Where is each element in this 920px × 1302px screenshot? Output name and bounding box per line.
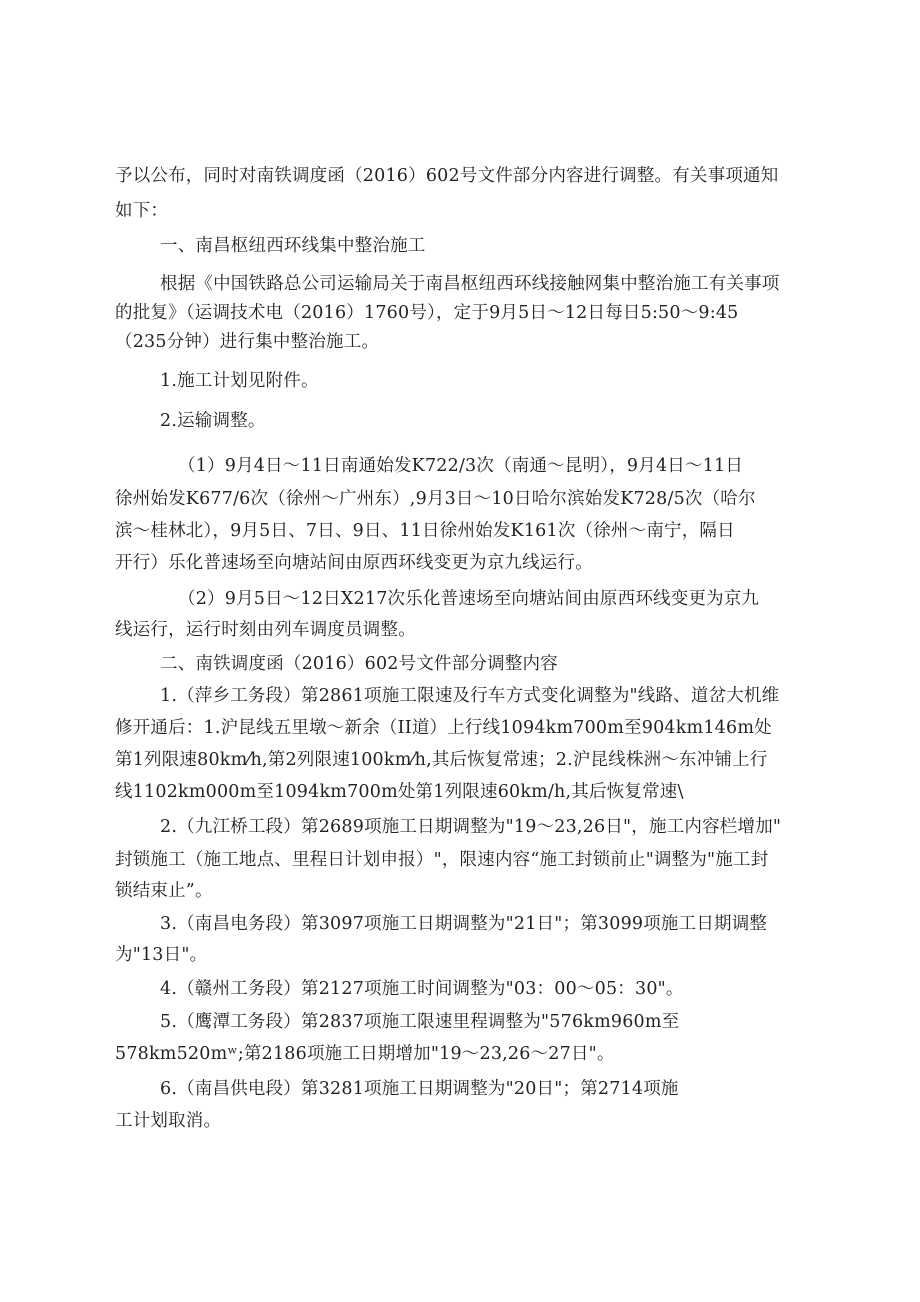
text-line: 根据《中国铁路总公司运输局关于南昌枢纽西环线接触网集中整治施工有关事项: [160, 274, 780, 294]
text-line: （235分钟）进行集中整治施工。: [115, 332, 380, 352]
text-line: 578km520mʷ;第2186项施工日期增加"19～23,26～27日"。: [115, 1044, 615, 1064]
text-line: 徐州始发K677/6次（徐州〜广州东）,9月3日〜10日哈尔滨始发K728/5次（哈尔: [115, 489, 756, 509]
text-line: 予以公布，同时对南铁调度函（2016）602号文件部分内容进行调整。有关事项通知: [115, 166, 779, 186]
text-line: （2）9月5日〜12日X217次乐化普速场至向塘站间由原西环线变更为京九: [178, 589, 760, 609]
text-line: 2.运输调整。: [160, 411, 266, 431]
text-line: 滨〜桂林北），9月5日、7日、9日、11日徐州始发K161次（徐州〜南宁，隔日: [115, 521, 735, 541]
text-line: 5.（鹰潭工务段）第2837项施工限速里程调整为"576km960m至: [160, 1012, 680, 1032]
text-line: 6.（南昌供电段）第3281项施工日期调整为"20日"；第2714项施: [160, 1079, 679, 1099]
text-line: 修开通后：1.沪昆线五里墩〜新余（II道）上行线1094km700m至904km146m处: [115, 718, 772, 738]
text-line: 1.施工计划见附件。: [160, 371, 319, 391]
text-line: 为"13日"。: [115, 945, 208, 965]
text-line: 的批复》（运调技术电（2016）1760号），定于9月5日〜12日每日5:50～9:45: [115, 303, 739, 323]
section-heading: 二、南铁调度函（2016）602号文件部分调整内容: [160, 654, 558, 674]
text-line: 开行）乐化普速场至向塘站间由原西环线变更为京九线运行。: [115, 553, 593, 573]
section-heading: 一、南昌枢纽西环线集中整治施工: [160, 236, 426, 256]
text-line: 2.（九江桥工段）第2689项施工日期调整为"19～23,26日"，施工内容栏增加": [160, 817, 782, 837]
text-line: 锁结束止”。: [115, 881, 213, 901]
text-line: 4.（赣州工务段）第2127项施工时间调整为"03：00～05：30"。: [160, 979, 684, 999]
text-line: 如下：: [115, 201, 169, 221]
text-line: 工计划取消。: [115, 1111, 222, 1131]
text-line: 线运行，运行时刻由列车调度员调整。: [115, 620, 416, 640]
text-line: 1.（萍乡工务段）第2861项施工限速及行车方式变化调整为"线路、道岔大机维: [160, 686, 780, 706]
text-line: 第1列限速80km⁄h,第2列限速100km⁄h,其后恢复常速；2.沪昆线株洲〜东冲铺上行: [115, 750, 768, 770]
text-line: （1）9月4日〜11日南通始发K722/3次（南通〜昆明），9月4日〜11日: [178, 456, 744, 476]
text-line: 3.（南昌电务段）第3097项施工日期调整为"21日"；第3099项施工日期调整: [160, 914, 768, 934]
text-line: 线1102km000m至1094km700m处第1列限速60km/h,其后恢复常速\: [115, 782, 684, 802]
text-line: 封锁施工（施工地点、里程日计划申报）"，限速内容“施工封锁前止"调整为"施工封: [115, 850, 769, 870]
